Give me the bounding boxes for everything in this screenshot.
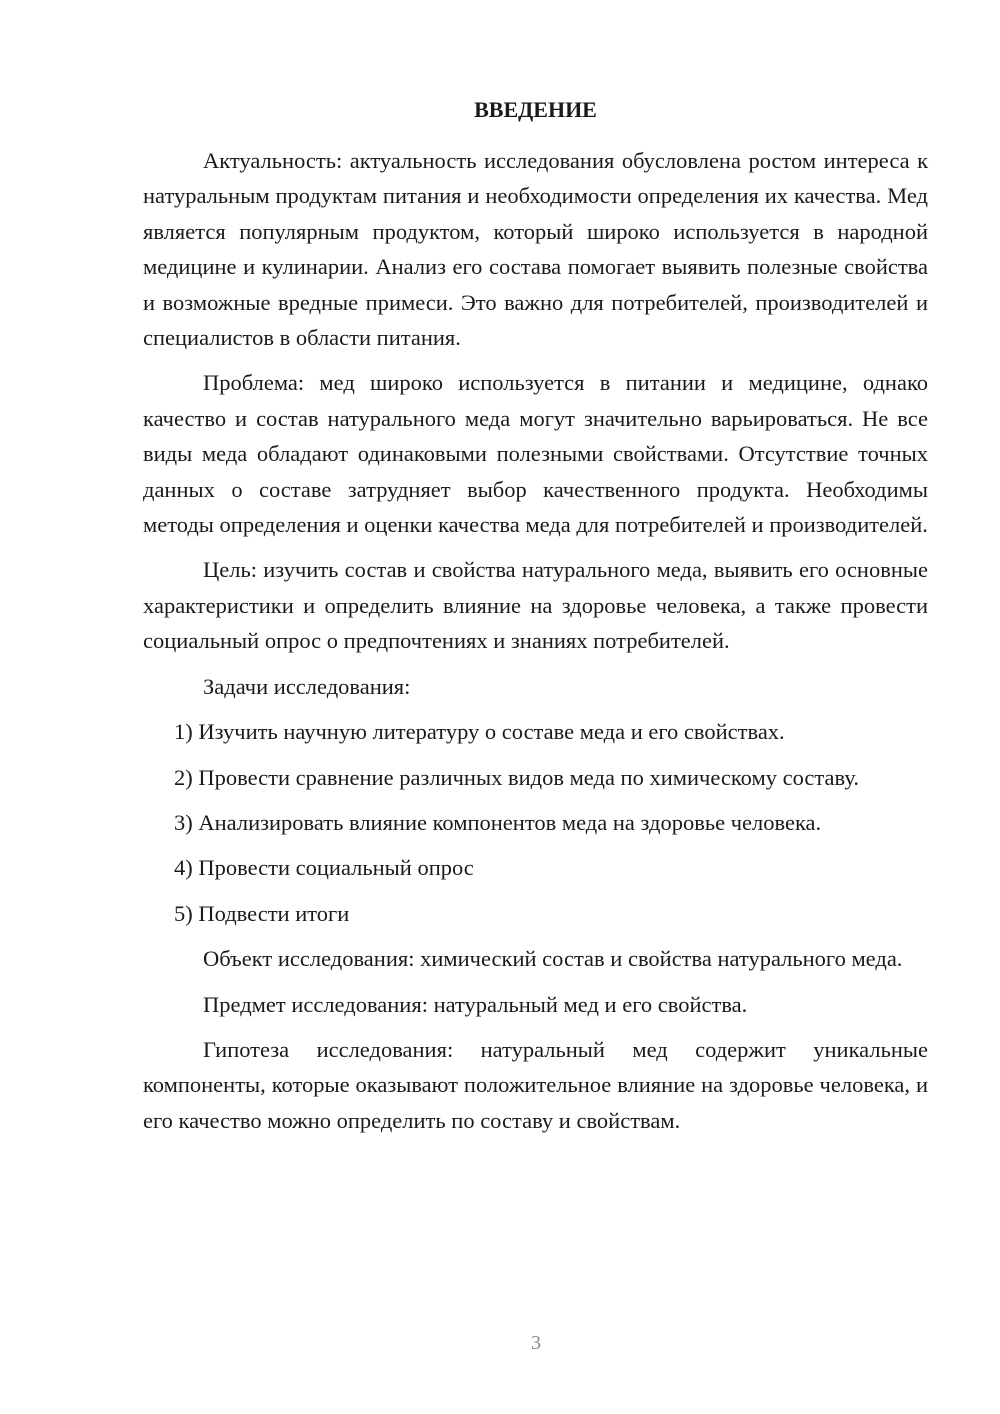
paragraph-problem: Проблема: мед широко используется в питании и медицине, однако качество и состав натурального меда могут значительно варьироваться. Не все виды меда обладают одинаковыми полезными свойствами. Отсутствие точных данных о составе затрудняет выбор качественного продукта. Необходимы методы определения и оценки качества меда для потребителей и производителей. bbox=[143, 370, 928, 538]
page-number: 3 bbox=[531, 1332, 541, 1354]
tasks-list bbox=[143, 714, 928, 931]
list-item: 2) Провести сравнение различных видов меда по химическому составу. bbox=[174, 764, 859, 790]
document-page bbox=[143, 96, 928, 1148]
list-item: 1) Изучить научную литературу о составе меда и его свойствах. bbox=[174, 719, 785, 745]
page-title: ВВЕДЕНИЕ bbox=[474, 97, 597, 122]
paragraph-relevance: Актуальность: актуальность исследования обусловлена ростом интереса к натуральным продуктам питания и необходимости определения их качества. Мед является популярным продуктом, который широко используется в народной медицине и кулинарии. Анализ его состава помогает выявить полезные свойства и возможные вредные примеси. Это важно для потребителей, производителей и специалистов в области питания. bbox=[143, 148, 928, 351]
paragraph-subject: Предмет исследования: натуральный мед и его свойства. bbox=[203, 991, 748, 1017]
list-item: 3) Анализировать влияние компонентов меда на здоровье человека. bbox=[174, 809, 822, 835]
paragraph-hypothesis: Гипотеза исследования: натуральный мед содержит уникальные компоненты, которые оказывают положительное влияние на здоровье человека, и его качество можно определить по составу и свойствам. bbox=[143, 1036, 928, 1133]
list-item: 4) Провести социальный опрос bbox=[174, 855, 474, 881]
paragraph-object: Объект исследования: химический состав и свойства натурального меда. bbox=[203, 946, 903, 972]
paragraph-goal: Цель: изучить состав и свойства натурального меда, выявить его основные характеристики и определить влияние на здоровье человека, а также провести социальный опрос о предпочтениях и знаниях потребителей. bbox=[143, 557, 928, 654]
tasks-title: Задачи исследования: bbox=[203, 673, 411, 699]
list-item: 5) Подвести итоги bbox=[174, 900, 350, 926]
